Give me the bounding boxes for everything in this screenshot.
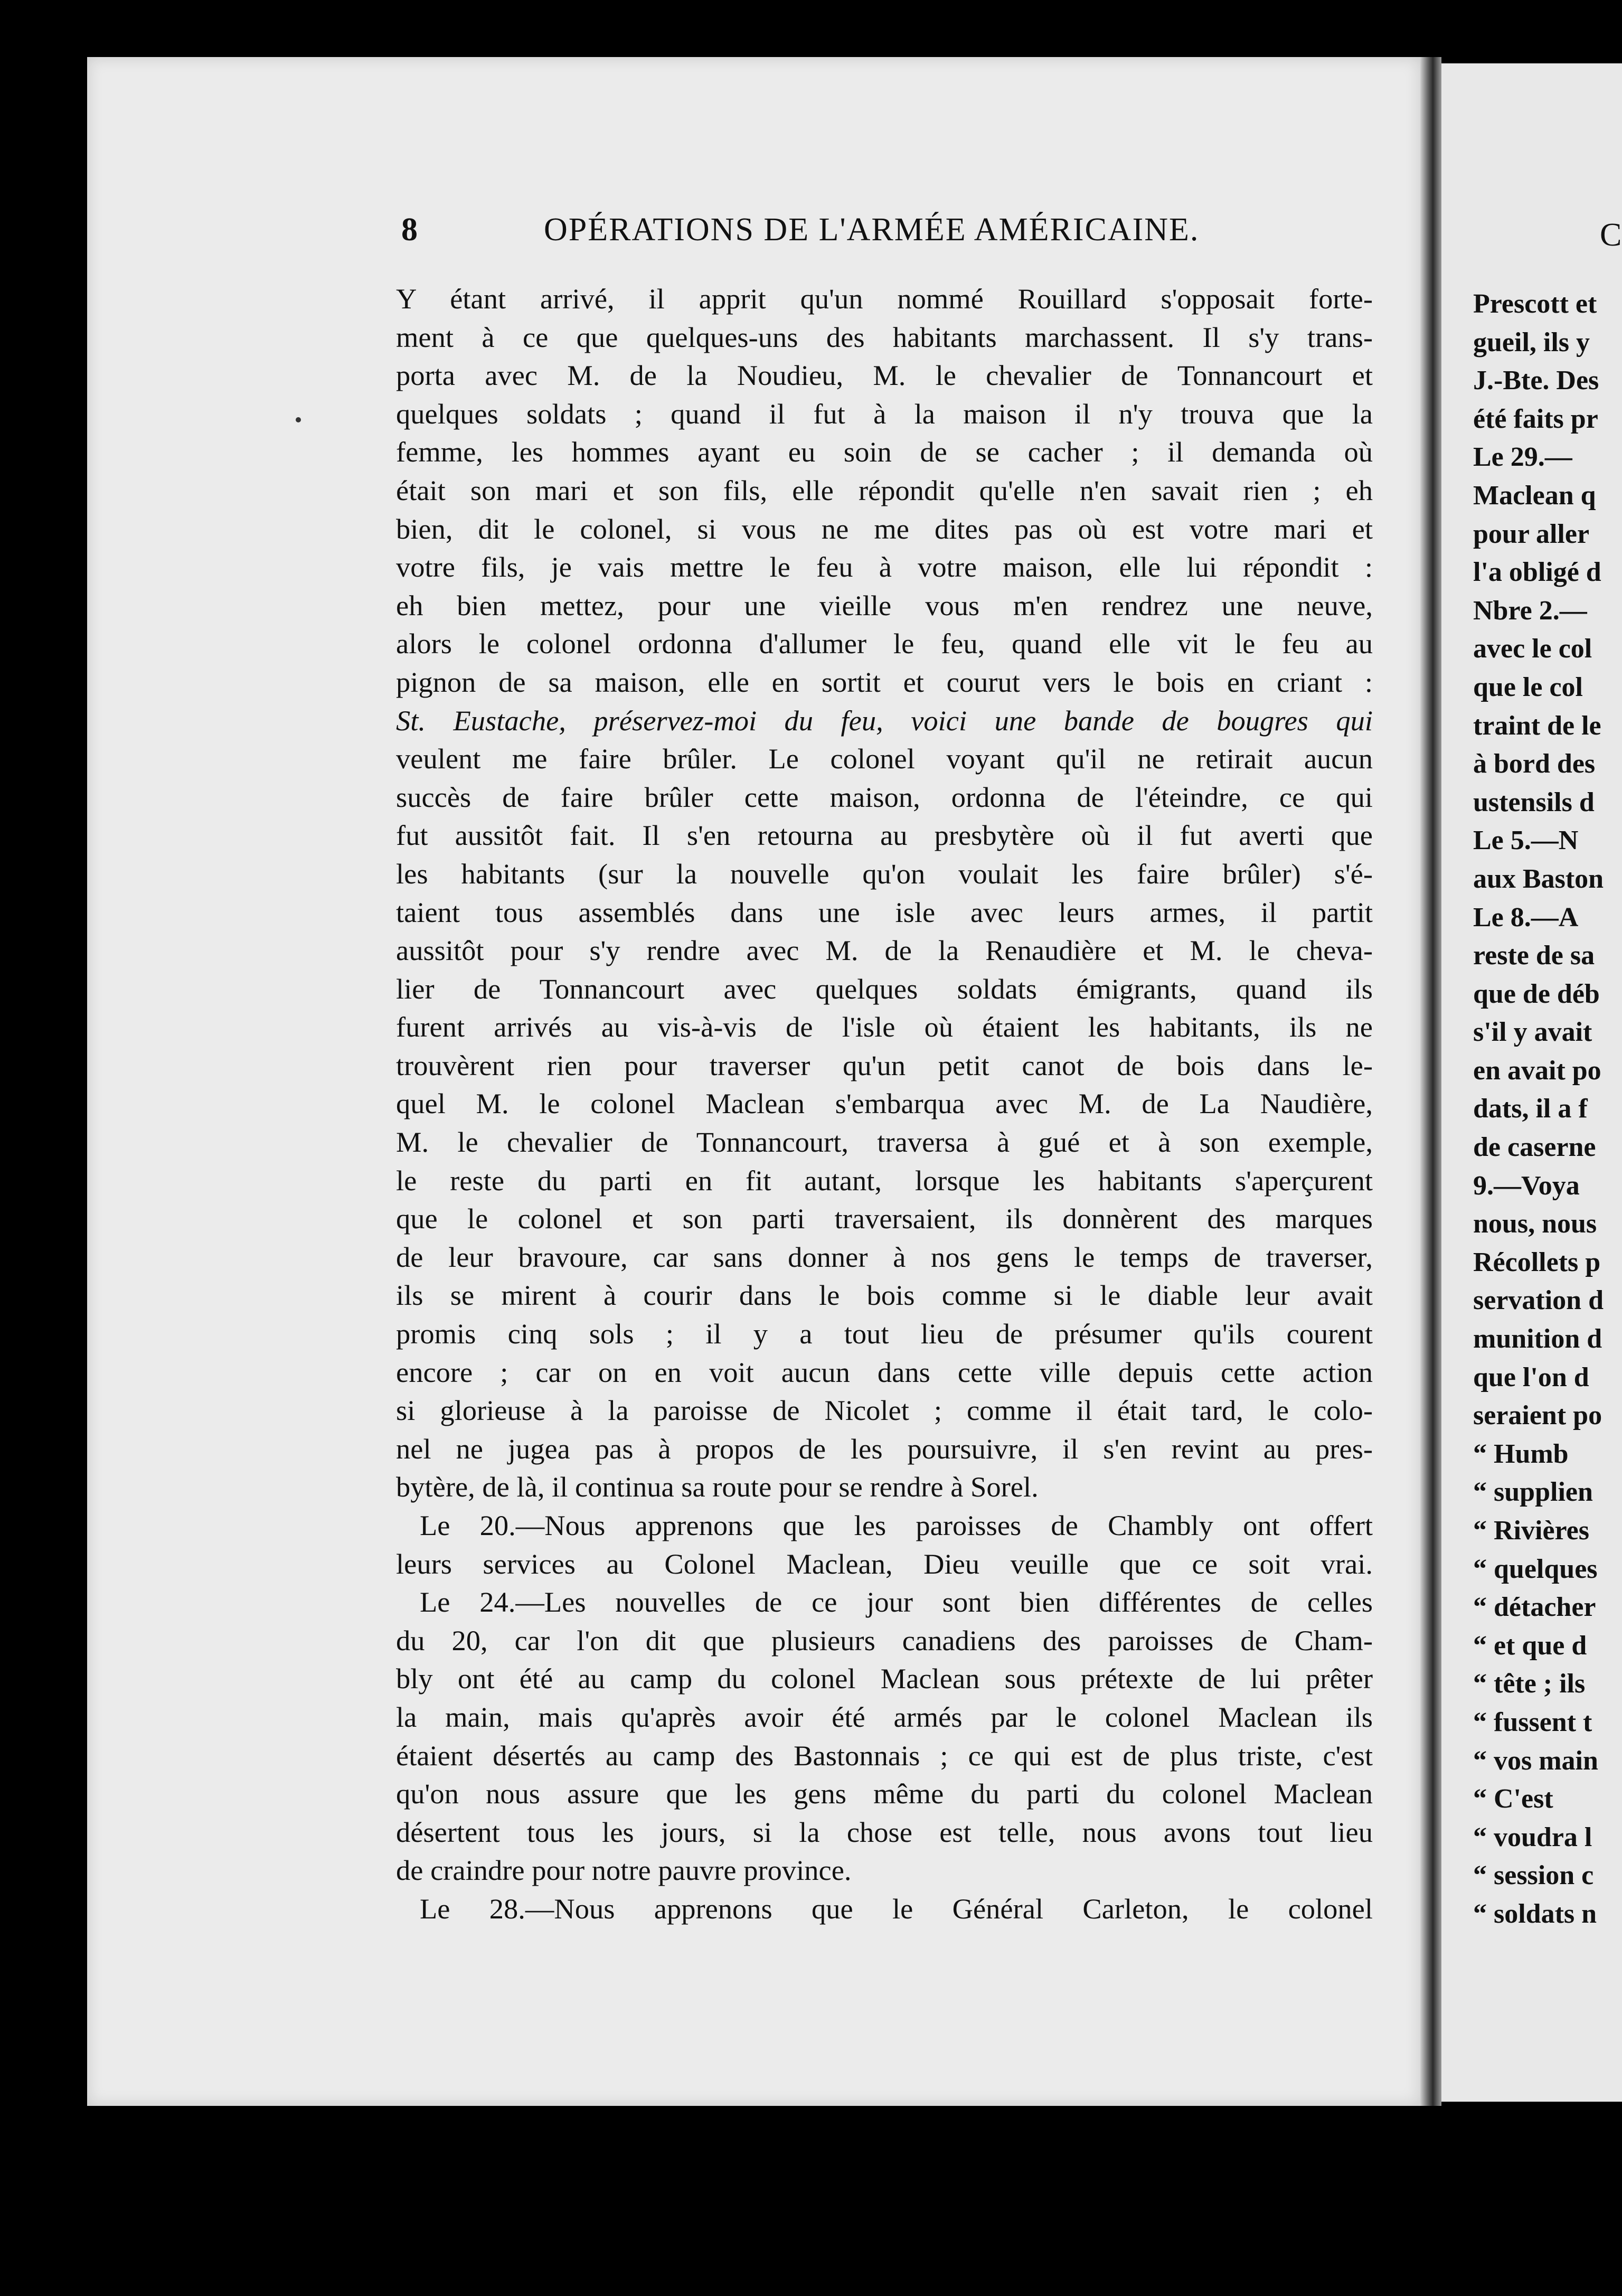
text-line: le reste du parti en fit autant, lorsque les habitants s'aperçurent bbox=[396, 1164, 1373, 1197]
right-text-line: “ quelques bbox=[1473, 1554, 1598, 1584]
right-text-line: nous, nous bbox=[1473, 1209, 1597, 1239]
text-line: promis cinq sols ; il y a tout lieu de présumer qu'ils courent bbox=[396, 1318, 1373, 1350]
book-gutter bbox=[1420, 57, 1441, 2106]
text-line: veulent me faire brûler. Le colonel voyant qu'il ne retirait aucun bbox=[396, 742, 1373, 775]
right-page bbox=[1441, 63, 1622, 2102]
text-line: nel ne jugea pas à propos de les poursuivre, il s'en revint au pres- bbox=[396, 1432, 1373, 1465]
text-line: la main, mais qu'après avoir été armés par le colonel Maclean ils bbox=[396, 1700, 1373, 1733]
running-title: OPÉRATIONS DE L'ARMÉE AMÉRICAINE. bbox=[544, 212, 1200, 248]
page-header bbox=[401, 211, 1352, 264]
text-line: les habitants (sur la nouvelle qu'on voulait les faire brûler) s'é- bbox=[396, 857, 1373, 890]
right-text-line: que le col bbox=[1473, 672, 1583, 702]
right-text-line: Récollets p bbox=[1473, 1247, 1601, 1277]
text-line: quel M. le colonel Maclean s'embarqua avec M. de La Naudière, bbox=[396, 1087, 1373, 1120]
text-line: encore ; car on en voit aucun dans cette ville depuis cette action bbox=[396, 1356, 1373, 1388]
right-text-line: J.-Bte. Des bbox=[1473, 365, 1599, 396]
right-text-line: gueil, ils y bbox=[1473, 327, 1590, 357]
right-text-line: “ supplien bbox=[1473, 1477, 1593, 1508]
right-text-line: Maclean q bbox=[1473, 480, 1596, 511]
right-text-line: “ fussent t bbox=[1473, 1707, 1592, 1737]
right-text-line: 9.—Voya bbox=[1473, 1170, 1580, 1201]
text-line: étaient désertés au camp des Bastonnais ; ce qui est de plus triste, c'est bbox=[396, 1739, 1373, 1772]
right-text-line: été faits pr bbox=[1473, 403, 1598, 434]
right-text-line: Prescott et bbox=[1473, 289, 1597, 319]
right-text-line: seraient po bbox=[1473, 1400, 1602, 1431]
text-line: que le colonel et son parti traversaient, ils donnèrent des marques bbox=[396, 1202, 1373, 1235]
text-line: furent arrivés au vis-à-vis de l'isle où étaient les habitants, ils ne bbox=[396, 1011, 1373, 1043]
speck bbox=[296, 417, 301, 422]
text-line: était son mari et son fils, elle répondit qu'elle n'en savait rien ; eh bbox=[396, 474, 1373, 506]
text-line: eh bien mettez, pour une vieille vous m'en rendrez une neuve, bbox=[396, 589, 1373, 622]
right-text-line: s'il y avait bbox=[1473, 1017, 1592, 1048]
right-text-line: en avait po bbox=[1473, 1055, 1601, 1086]
text-line: Le 24.—Les nouvelles de ce jour sont bien différentes de celles bbox=[420, 1586, 1373, 1619]
text-line: St. Eustache, préservez-moi du feu, voici une bande de bougres qui bbox=[396, 704, 1373, 737]
left-body-text bbox=[396, 280, 1373, 1970]
right-text-line: traint de le bbox=[1473, 710, 1601, 741]
text-line: qu'on nous assure que les gens même du parti du colonel Maclean bbox=[396, 1777, 1373, 1810]
text-line: fut aussitôt fait. Il s'en retourna au presbytère où il fut averti que bbox=[396, 819, 1373, 852]
page-number: 8 bbox=[401, 212, 418, 248]
text-line: M. le chevalier de Tonnancourt, traversa à gué et à son exemple, bbox=[396, 1126, 1373, 1159]
text-line: femme, les hommes ayant eu soin de se cacher ; il demanda où bbox=[396, 436, 1373, 468]
right-text-line: “ voudra l bbox=[1473, 1822, 1592, 1852]
right-text-line: Le 8.—A bbox=[1473, 902, 1579, 933]
right-text-line: “ C'est bbox=[1473, 1784, 1553, 1814]
right-text-line: “ session c bbox=[1473, 1860, 1594, 1891]
right-text-line: avec le col bbox=[1473, 634, 1592, 664]
right-text-line: “ détacher bbox=[1473, 1592, 1596, 1623]
right-text-line: “ tête ; ils bbox=[1473, 1669, 1586, 1699]
right-header-fragment: C bbox=[1600, 217, 1622, 253]
right-text-line: ustensils d bbox=[1473, 787, 1595, 817]
text-line: ils se mirent à courir dans le bois comme si le diable leur avait bbox=[396, 1279, 1373, 1312]
text-line: Y étant arrivé, il apprit qu'un nommé Rouillard s'opposait forte- bbox=[396, 283, 1373, 315]
right-text-line: de caserne bbox=[1473, 1132, 1596, 1163]
right-text-line: “ soldats n bbox=[1473, 1898, 1597, 1929]
right-text-line: dats, il a f bbox=[1473, 1094, 1588, 1124]
text-line: aussitôt pour s'y rendre avec M. de la Renaudière et M. le cheva- bbox=[396, 934, 1373, 967]
text-line: si glorieuse à la paroisse de Nicolet ; comme il était tard, le colo- bbox=[396, 1394, 1373, 1427]
right-text-line: reste de sa bbox=[1473, 940, 1595, 971]
right-text-line: aux Baston bbox=[1473, 863, 1604, 894]
text-line: de craindre pour notre pauvre province. bbox=[396, 1854, 852, 1887]
text-line: leurs services au Colonel Maclean, Dieu veuille que ce soit vrai. bbox=[396, 1547, 1373, 1580]
right-text-line: Le 5.—N bbox=[1473, 825, 1579, 856]
right-text-line: servation d bbox=[1473, 1285, 1604, 1316]
text-line: taient tous assemblés dans une isle avec leurs armes, il partit bbox=[396, 896, 1373, 928]
right-text-line: Le 29.— bbox=[1473, 442, 1572, 473]
right-text-line: Nbre 2.— bbox=[1473, 595, 1587, 626]
right-text-line: “ Rivières bbox=[1473, 1516, 1589, 1546]
text-line: quelques soldats ; quand il fut à la maison il n'y trouva que la bbox=[396, 397, 1373, 430]
text-line: désertent tous les jours, si la chose est telle, nous avons tout lieu bbox=[396, 1815, 1373, 1848]
text-line: porta avec M. de la Noudieu, M. le chevalier de Tonnancourt et bbox=[396, 359, 1373, 392]
text-line: succès de faire brûler cette maison, ordonna de l'éteindre, ce qui bbox=[396, 780, 1373, 813]
text-line: Le 20.—Nous apprenons que les paroisses de Chambly ont offert bbox=[420, 1509, 1373, 1541]
text-line: bly ont été au camp du colonel Maclean sous prétexte de lui prêter bbox=[396, 1662, 1373, 1695]
text-line: votre fils, je vais mettre le feu à votre maison, elle lui répondit : bbox=[396, 551, 1373, 584]
text-line: de leur bravoure, car sans donner à nos gens le temps de traverser, bbox=[396, 1240, 1373, 1273]
right-text-line: à bord des bbox=[1473, 749, 1596, 779]
text-line: ment à ce que quelques-uns des habitants marchassent. Il s'y trans- bbox=[396, 321, 1373, 353]
right-text-line: pour aller bbox=[1473, 519, 1590, 549]
right-text-line: “ et que d bbox=[1473, 1630, 1587, 1661]
text-line: lier de Tonnancourt avec quelques soldats émigrants, quand ils bbox=[396, 972, 1373, 1005]
text-line: du 20, car l'on dit que plusieurs canadiens des paroisses de Cham- bbox=[396, 1624, 1373, 1657]
text-line: alors le colonel ordonna d'allumer le feu, quand elle vit le feu au bbox=[396, 627, 1373, 660]
right-text-line: que l'on d bbox=[1473, 1362, 1589, 1392]
right-text-line: “ Humb bbox=[1473, 1438, 1569, 1469]
text-line: trouvèrent rien pour traverser qu'un petit canot de bois dans le- bbox=[396, 1049, 1373, 1081]
text-line: bien, dit le colonel, si vous ne me dites pas où est votre mari et bbox=[396, 512, 1373, 545]
right-text-line: l'a obligé d bbox=[1473, 557, 1601, 588]
text-line: bytère, de là, il continua sa route pour se rendre à Sorel. bbox=[396, 1471, 1039, 1503]
right-text-line: “ vos main bbox=[1473, 1745, 1598, 1776]
right-text-line: munition d bbox=[1473, 1324, 1602, 1354]
text-line: Le 28.—Nous apprenons que le Général Carleton, le colonel bbox=[420, 1892, 1373, 1925]
right-text-line: que de déb bbox=[1473, 978, 1600, 1009]
right-body-text bbox=[1473, 285, 1622, 1934]
text-line: pignon de sa maison, elle en sortit et courut vers le bois en criant : bbox=[396, 665, 1373, 698]
